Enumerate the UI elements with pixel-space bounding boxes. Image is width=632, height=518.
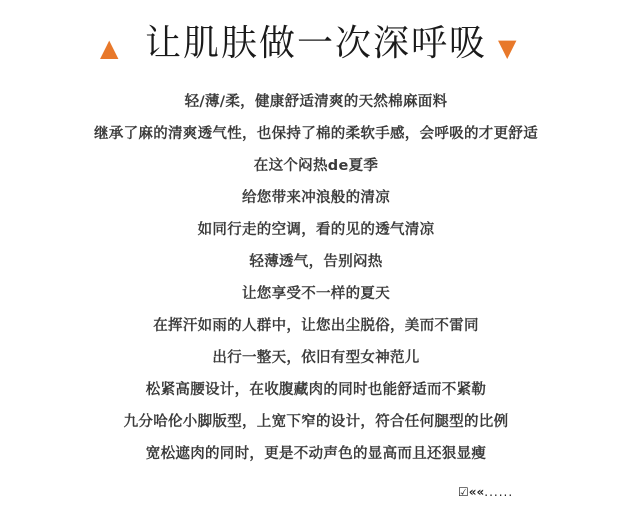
description-line: 让您享受不一样的夏天 (242, 286, 390, 302)
triangle-up-icon: ▲ (100, 34, 119, 62)
description-line: 轻薄透气，告别闷热 (249, 254, 383, 270)
description-line: 在挥汗如雨的人群中，让您出尘脱俗，美而不雷同 (153, 318, 479, 334)
page-title: 让肌肤做一次深呼吸 (144, 23, 487, 64)
checkbox-icon: ☑ (458, 485, 469, 499)
description-line: 如同行走的空调，看的见的透气清凉 (197, 222, 435, 238)
header (0, 18, 632, 74)
description-line: 给您带来冲浪般的清凉 (242, 190, 390, 206)
description-line: 宽松遮肉的同时，更是不动声色的显高而且还狠显瘦 (145, 446, 487, 462)
ellipsis: ...... (484, 485, 514, 499)
more-indicator (458, 484, 513, 500)
description-line: 九分哈伦小脚版型，上宽下窄的设计，符合任何腿型的比例 (123, 414, 509, 430)
description-line: 松紧高腰设计，在收腹藏肉的同时也能舒适而不紧勒 (145, 382, 487, 398)
description-line: 出行一整天，依旧有型女神范儿 (212, 350, 420, 366)
description-line: 在这个闷热de夏季 (253, 158, 379, 174)
description-list (0, 86, 632, 470)
description-line: 轻/薄/柔，健康舒适清爽的天然棉麻面料 (184, 94, 448, 110)
triangle-down-icon: ▼ (498, 34, 517, 62)
description-line: 继承了麻的清爽透气性，也保持了棉的柔软手感，会呼吸的才更舒适 (94, 126, 538, 142)
double-arrow-left-icon: «« (468, 485, 485, 499)
